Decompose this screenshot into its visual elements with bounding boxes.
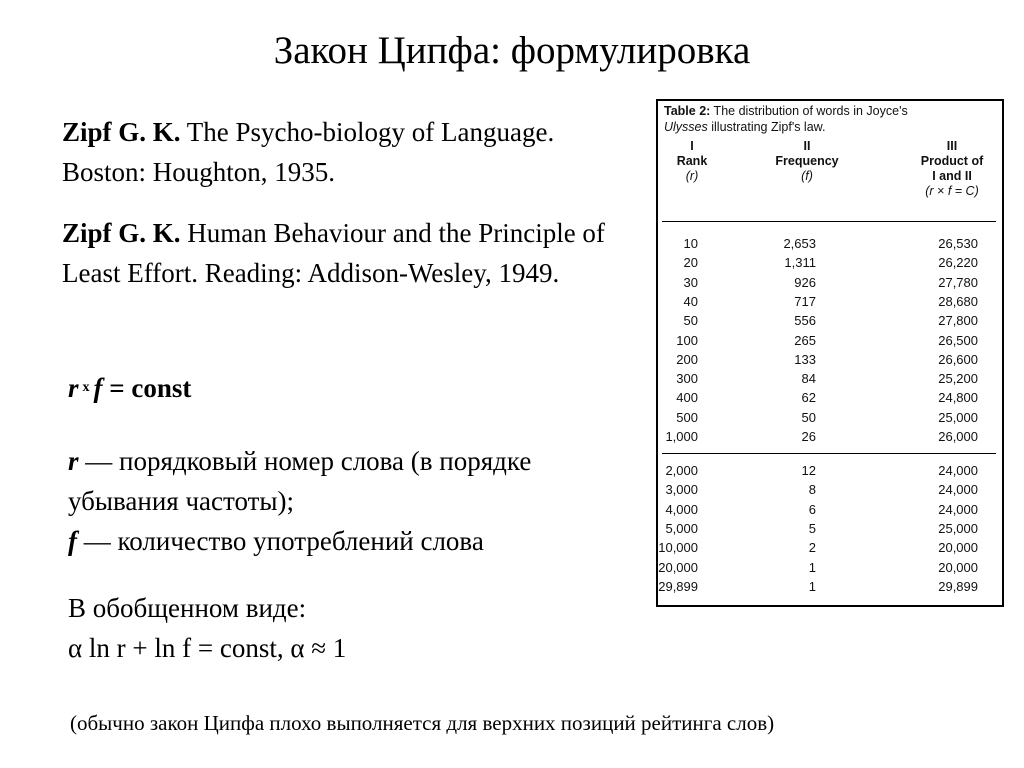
frequency-cell: 926: [794, 274, 816, 290]
table-row: [658, 292, 1002, 311]
formula-f: f: [93, 373, 103, 403]
product-cell: 26,000: [938, 429, 978, 444]
definition-f-symbol: f: [68, 526, 77, 556]
column-header-rank-sub: (r): [685, 169, 699, 183]
table-row: [658, 538, 1002, 557]
table-row: [658, 500, 1002, 519]
generalized-formula: α ln r + ln f = const, α ≈ 1: [68, 633, 347, 663]
frequency-cell: 1: [808, 578, 816, 594]
frequency-cell: 62: [801, 390, 816, 406]
product-cell: 27,800: [938, 313, 978, 329]
table-row: [658, 461, 1002, 480]
table-caption-text: The distribution of words in Joyce's: [710, 104, 908, 118]
footnote: (обычно закон Ципфа плохо выполняется для верхних позиций рейтинга слов): [70, 711, 775, 735]
reference-1-text: The Psycho-biology of Language. Boston: Houghton, 1935.: [62, 117, 555, 187]
rank-cell: 20,000: [658, 559, 698, 575]
table-row: [658, 369, 1002, 388]
slide-title: Закон Ципфа: формулировка: [273, 29, 751, 72]
product-cell: 29,899: [938, 578, 978, 594]
table-row: [658, 311, 1002, 330]
rank-cell: 4,000: [665, 501, 698, 517]
column-header-rank: [662, 139, 722, 184]
frequency-cell: 8: [808, 482, 816, 498]
frequency-cell: 1: [808, 559, 816, 575]
table-caption: [664, 103, 998, 135]
frequency-cell: 6: [808, 501, 816, 517]
product-cell: 27,780: [938, 274, 978, 290]
frequency-cell: 84: [801, 371, 816, 387]
product-cell: 24,000: [938, 463, 978, 478]
reference-1-author: Zipf G. K.: [62, 117, 181, 147]
frequency-cell: 26: [801, 429, 816, 444]
product-cell: 24,000: [938, 482, 978, 498]
product-cell: 26,220: [938, 255, 978, 271]
product-cell: 26,600: [938, 351, 978, 367]
rank-cell: 500: [676, 409, 698, 425]
rank-cell: 100: [676, 332, 698, 348]
column-header-frequency-num: II: [803, 139, 811, 153]
column-header-product-name2: I and II: [932, 169, 972, 183]
table-caption-book: Ulysses: [664, 120, 708, 134]
table-row: [658, 408, 1002, 427]
table-row: [658, 519, 1002, 538]
product-cell: 26,530: [938, 236, 978, 251]
table-row: [658, 480, 1002, 499]
reference-2-author: Zipf G. K.: [62, 218, 181, 248]
zipf-table-image: [656, 99, 1004, 607]
formula-r: r: [68, 373, 79, 403]
frequency-cell: 133: [794, 351, 816, 367]
frequency-cell: 12: [801, 463, 816, 478]
product-cell: 24,800: [938, 390, 978, 406]
column-header-frequency: [762, 139, 852, 184]
reference-2-text: Human Behaviour and the Principle of Least Effort. Reading: Addison-Wesley, 1949.: [62, 218, 605, 288]
rank-cell: 50: [683, 313, 698, 329]
column-header-rank-num: I: [690, 139, 694, 153]
rank-cell: 20: [683, 255, 698, 271]
column-header-frequency-sub: (f): [801, 169, 813, 183]
table-divider-middle: [662, 453, 996, 454]
frequency-cell: 265: [794, 332, 816, 348]
rank-cell: 10,000: [658, 540, 698, 556]
formula-const: = const: [102, 373, 192, 403]
frequency-cell: 2: [808, 540, 816, 556]
table-caption-label: Table 2:: [664, 104, 711, 118]
definition-f: [68, 521, 648, 561]
rank-cell: 5,000: [665, 520, 698, 536]
frequency-cell: 5: [808, 520, 816, 536]
rank-cell: 2,000: [665, 463, 698, 478]
formula-times: x: [82, 380, 90, 395]
definition-r: [68, 441, 648, 521]
table-row: [658, 234, 1002, 253]
reference-2: [62, 213, 622, 293]
frequency-cell: 556: [794, 313, 816, 329]
rank-cell: 40: [683, 293, 698, 309]
definition-r-text: — порядковый номер слова (в порядке убывания частоты);: [68, 446, 532, 516]
table-row: [658, 350, 1002, 369]
rank-cell: 200: [676, 351, 698, 367]
rank-cell: 400: [676, 390, 698, 406]
rank-cell: 3,000: [665, 482, 698, 498]
rank-cell: 30: [683, 274, 698, 290]
column-header-product-name1: Product of: [920, 154, 984, 168]
table-row: [658, 273, 1002, 292]
product-cell: 28,680: [938, 293, 978, 309]
table-row: [658, 577, 1002, 596]
rank-cell: 29,899: [658, 578, 698, 594]
table-row: [658, 558, 1002, 577]
table-caption-tail: illustrating Zipf's law.: [707, 120, 826, 134]
product-cell: 25,200: [938, 371, 978, 387]
frequency-cell: 717: [794, 293, 816, 309]
column-header-frequency-name: Frequency: [775, 154, 839, 168]
generalized-heading: В обобщенном виде:: [68, 593, 307, 623]
table-row: [658, 388, 1002, 407]
column-header-rank-name: Rank: [676, 154, 708, 168]
product-cell: 25,000: [938, 520, 978, 536]
generalized-form: [68, 588, 628, 668]
product-cell: 20,000: [938, 559, 978, 575]
product-cell: 26,500: [938, 332, 978, 348]
table-row: [658, 253, 1002, 272]
column-header-product-num: III: [946, 139, 958, 153]
rank-cell: 10: [683, 236, 698, 251]
zipf-formula: [68, 368, 191, 408]
product-cell: 25,000: [938, 409, 978, 425]
frequency-cell: 2,653: [783, 236, 816, 251]
table-divider-top: [662, 221, 996, 222]
reference-1: [62, 112, 622, 192]
table-row: [658, 331, 1002, 350]
product-cell: 24,000: [938, 501, 978, 517]
rank-cell: 300: [676, 371, 698, 387]
column-header-product-sub: (r × f = C): [925, 184, 979, 198]
column-header-product: [902, 139, 1002, 199]
frequency-cell: 1,311: [784, 255, 816, 271]
definition-f-text: — количество употреблений слова: [77, 526, 484, 556]
definitions: [68, 441, 648, 561]
rank-cell: 1,000: [665, 429, 698, 444]
definition-r-symbol: r: [68, 446, 79, 476]
product-cell: 20,000: [938, 540, 978, 556]
table-row: [658, 427, 1002, 446]
frequency-cell: 50: [801, 409, 816, 425]
